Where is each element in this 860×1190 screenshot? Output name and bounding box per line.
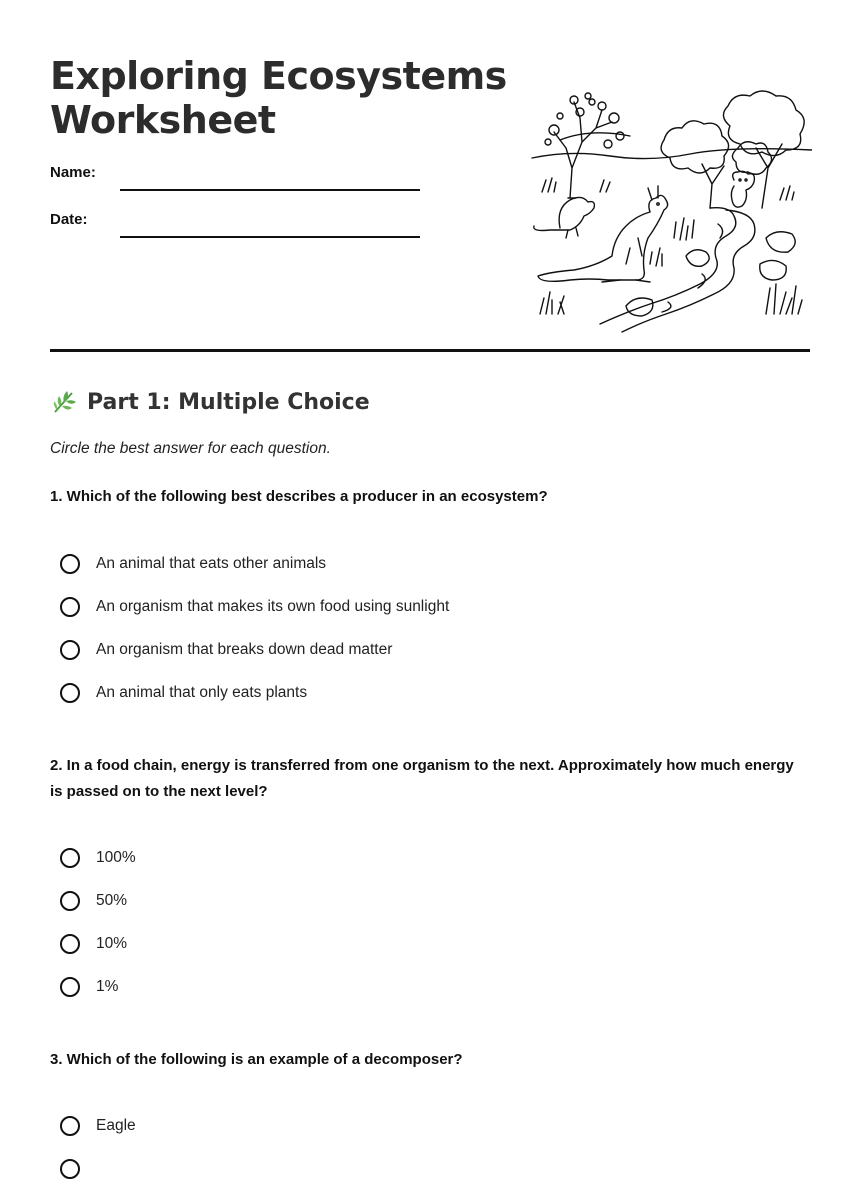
option-label: 10% (96, 934, 128, 952)
radio-circle[interactable] (60, 934, 80, 954)
name-field-row (50, 164, 420, 181)
part1-title-text: Part 1: Multiple Choice (87, 389, 370, 415)
question-1-option-2[interactable] (60, 585, 449, 628)
question-3 (50, 1047, 810, 1134)
worksheet-page (50, 0, 810, 1134)
question-3-option-1[interactable] (60, 1104, 136, 1147)
option-label: 1% (96, 977, 119, 995)
date-blank-line[interactable] (120, 236, 420, 238)
radio-circle[interactable] (60, 891, 80, 911)
date-label: Date: (50, 211, 88, 228)
question-1-option-3[interactable] (60, 628, 449, 671)
question-3-text: 3. Which of the following is an example of a decomposer? (50, 1051, 463, 1068)
radio-circle[interactable] (60, 640, 80, 660)
header-divider (50, 349, 810, 352)
worksheet-header (50, 0, 810, 352)
question-2-text: 2. In a food chain, energy is transferred from one organism to the next. Approximately how much energy is passed on to the next level? (50, 757, 794, 800)
question-1-text: 1. Which of the following best describes a producer in an ecosystem? (50, 488, 548, 505)
radio-circle[interactable] (60, 977, 80, 997)
option-label: Eagle (96, 1116, 136, 1134)
radio-circle[interactable] (60, 1116, 80, 1136)
radio-circle[interactable] (60, 597, 80, 617)
question-2 (50, 753, 810, 995)
question-2-option-1[interactable] (60, 836, 136, 879)
question-2-option-4[interactable] (60, 965, 136, 1008)
radio-circle[interactable] (60, 848, 80, 868)
worksheet-title (50, 54, 507, 142)
question-1-option-4[interactable] (60, 671, 449, 714)
question-1 (50, 484, 810, 701)
question-1-options (60, 542, 449, 714)
ecosystem-illustration (530, 88, 812, 334)
leaf-icon (50, 388, 78, 416)
part1-title (50, 388, 370, 416)
option-label: An animal that eats other animals (96, 554, 327, 572)
title-line-1: Exploring Ecosystems (50, 54, 507, 98)
question-2-options (60, 836, 136, 1008)
option-label: 100% (96, 848, 136, 866)
question-2-option-3[interactable] (60, 922, 136, 965)
question-1-option-1[interactable] (60, 542, 449, 585)
option-label: An animal that only eats plants (96, 683, 308, 701)
option-label: An organism that makes its own food using sunlight (96, 597, 450, 615)
date-field-row (50, 211, 420, 228)
name-label: Name: (50, 164, 96, 181)
question-3-option-2[interactable] (60, 1147, 136, 1190)
question-3-options (60, 1104, 136, 1190)
radio-circle[interactable] (60, 1159, 80, 1179)
question-2-option-2[interactable] (60, 879, 136, 922)
radio-circle[interactable] (60, 683, 80, 703)
option-label: An organism that breaks down dead matter (96, 640, 393, 658)
radio-circle[interactable] (60, 554, 80, 574)
name-blank-line[interactable] (120, 189, 420, 191)
option-label: 50% (96, 891, 128, 909)
part1-instructions: Circle the best answer for each question. (50, 440, 331, 457)
title-line-2: Worksheet (50, 98, 276, 142)
